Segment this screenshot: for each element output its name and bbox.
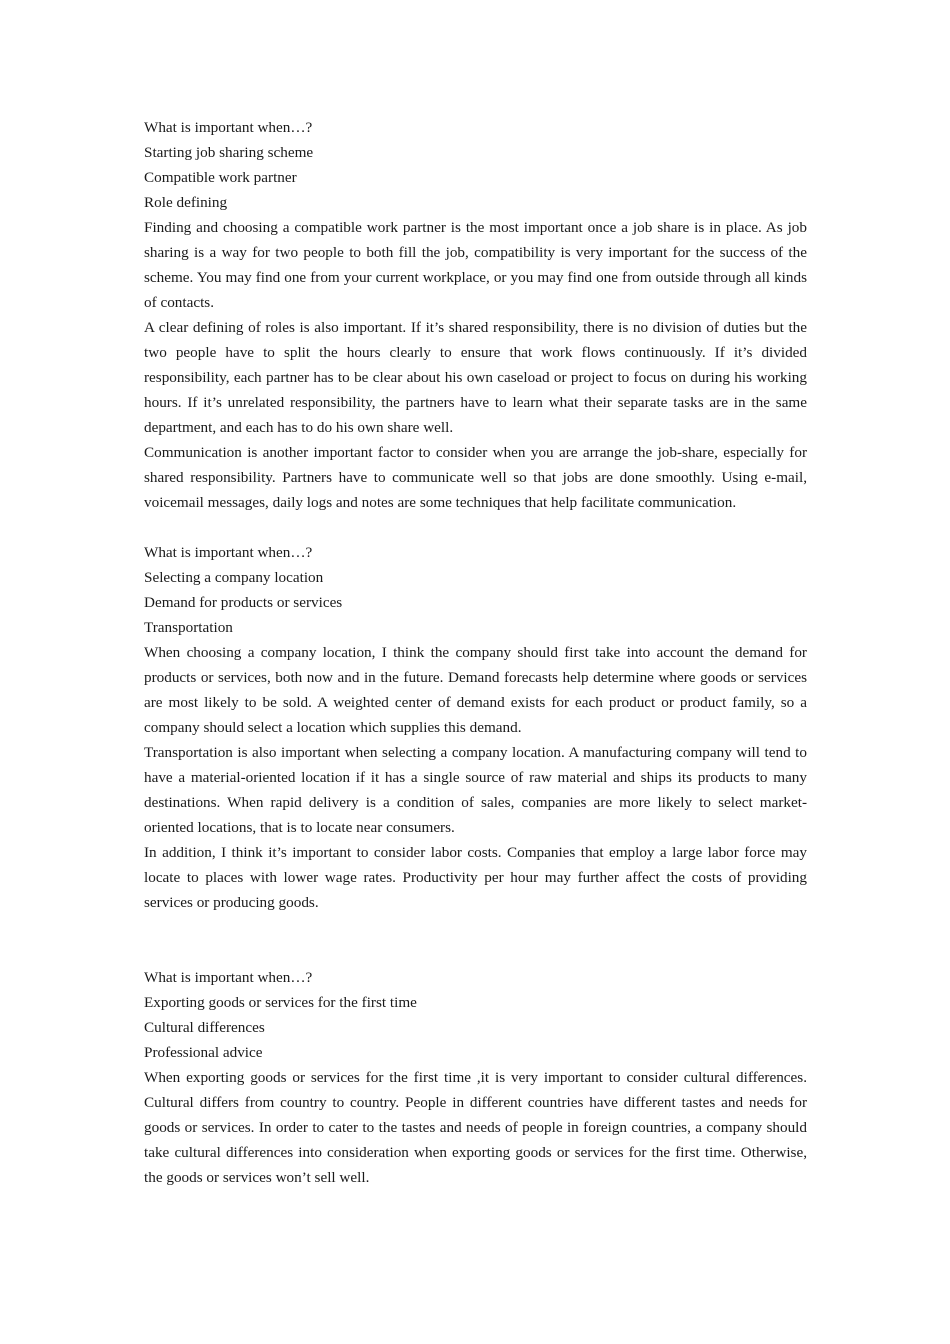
section-point: Demand for products or services bbox=[144, 594, 343, 611]
section-heading: What is important when…? bbox=[144, 544, 313, 561]
section-topic: Exporting goods or services for the first time bbox=[144, 994, 417, 1011]
body-paragraph: Communication is another important factor to consider when you are arrange the job-share, especially for shared responsibility. Partners have to communicate well so that jobs are done smoothly. Using e-mail, voicemail messages, daily logs and notes are some techniques that help facilitate communication. bbox=[144, 444, 807, 511]
section-topic: Selecting a company location bbox=[144, 569, 324, 586]
body-paragraph: When choosing a company location, I think the company should first take into account the demand for products or services, both now and in the future. Demand forecasts help determine where goods or services are most likely to be sold. A weighted center of demand exists for each product or product family, so a company should select a location which supplies this demand. bbox=[144, 644, 807, 736]
section-heading: What is important when…? bbox=[144, 119, 313, 136]
section-point: Compatible work partner bbox=[144, 169, 297, 186]
section-exporting bbox=[144, 965, 807, 1190]
section-company-location bbox=[144, 540, 807, 915]
section-job-sharing bbox=[144, 115, 807, 515]
section-point: Professional advice bbox=[144, 1044, 263, 1061]
section-spacer bbox=[144, 915, 807, 965]
section-point: Transportation bbox=[144, 619, 233, 636]
section-point: Role defining bbox=[144, 194, 228, 211]
body-paragraph: Transportation is also important when selecting a company location. A manufacturing company will tend to have a material-oriented location if it has a single source of raw material and ships its products to many destinations. When rapid delivery is a condition of sales, companies are more likely to select market-oriented locations, that is to locate near consumers. bbox=[144, 744, 807, 836]
section-heading: What is important when…? bbox=[144, 969, 313, 986]
document-page bbox=[144, 115, 807, 1190]
section-topic: Starting job sharing scheme bbox=[144, 144, 314, 161]
section-spacer bbox=[144, 515, 807, 540]
section-point: Cultural differences bbox=[144, 1019, 265, 1036]
body-paragraph: In addition, I think it’s important to consider labor costs. Companies that employ a large labor force may locate to places with lower wage rates. Productivity per hour may further affect the costs of providing services or producing goods. bbox=[144, 844, 807, 911]
body-paragraph: When exporting goods or services for the first time ,it is very important to consider cultural differences. Cultural differs from country to country. People in different countries have different tastes and needs for goods or services. In order to cater to the tastes and needs of people in foreign countries, a company should take cultural differences into consideration when exporting goods or services for the first time. Otherwise, the goods or services won’t sell well. bbox=[144, 1069, 807, 1186]
body-paragraph: Finding and choosing a compatible work partner is the most important once a job share is in place. As job sharing is a way for two people to both fill the job, compatibility is very important for the success of the scheme. You may find one from your current workplace, or you may find one from outside through all kinds of contacts. bbox=[144, 219, 807, 311]
body-paragraph: A clear defining of roles is also important. If it’s shared responsibility, there is no division of duties but the two people have to split the hours clearly to ensure that work flows continuously. If it’s divided responsibility, each partner has to be clear about his own caseload or project to focus on during his working hours. If it’s unrelated responsibility, the partners have to learn what their separate tasks are in the same department, and each has to do his own share well. bbox=[144, 319, 807, 436]
